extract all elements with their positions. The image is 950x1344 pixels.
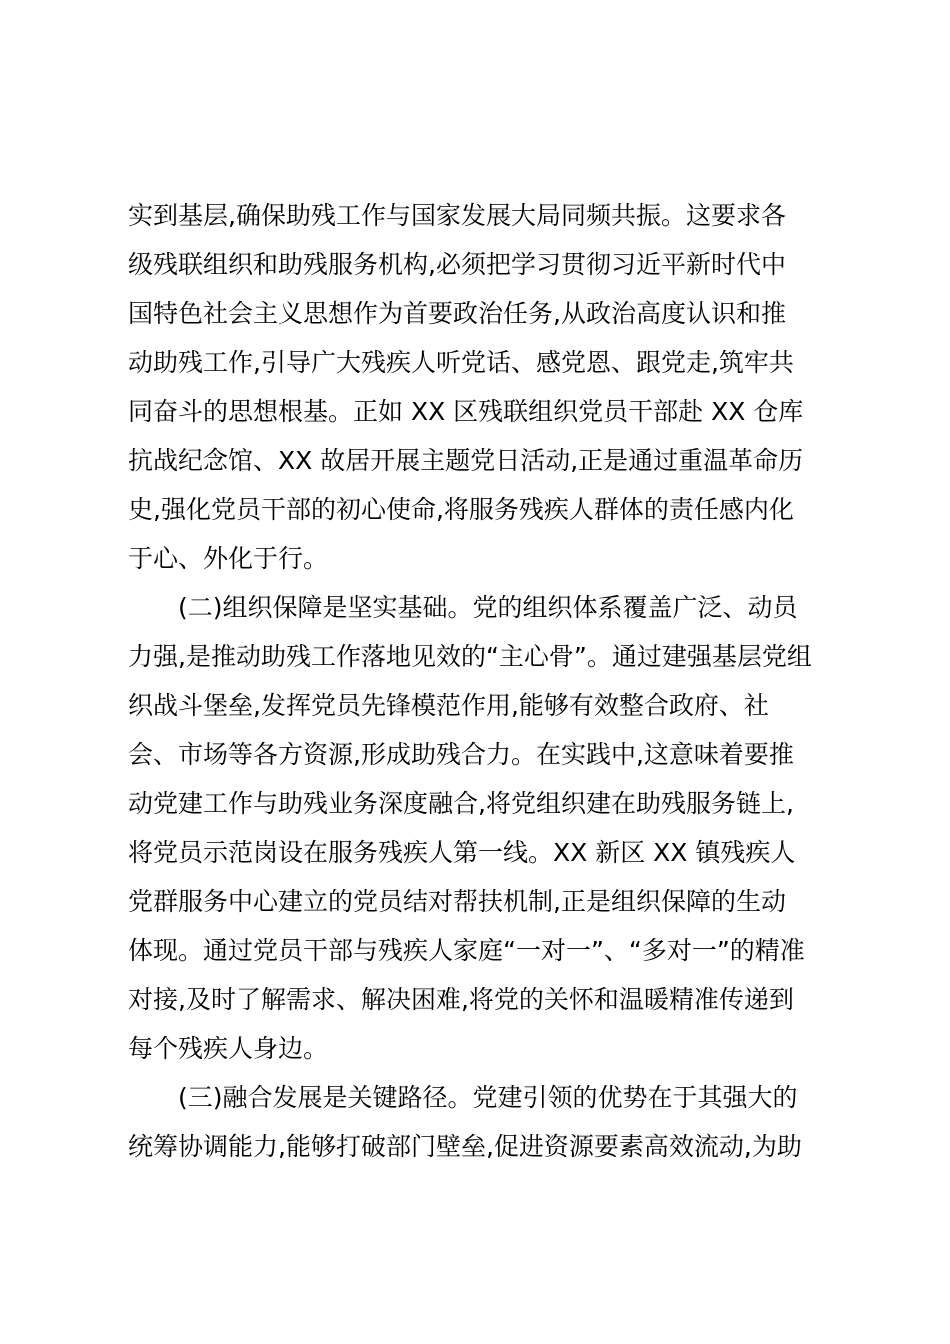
text-line: 抗战纪念馆、XX 故居开展主题党日活动,正是通过重温革命历 bbox=[128, 446, 804, 475]
text-line: 统筹协调能力,能够打破部门壁垒,促进资源要素高效流动,为助 bbox=[128, 1132, 802, 1161]
text-line: 体现。通过党员干部与残疾人家庭“一对一”、“多对一”的精准 bbox=[128, 936, 805, 965]
text-line: 党群服务中心建立的党员结对帮扶机制,正是组织保障的生动 bbox=[128, 887, 786, 916]
text-line: 同奋斗的思想根基。正如 XX 区残联组织党员干部赴 XX 仓库 bbox=[128, 397, 804, 426]
text-line: 实到基层,确保助残工作与国家发展大局同频共振。这要求各 bbox=[128, 201, 786, 230]
text-line: 对接,及时了解需求、解决困难,将党的关怀和温暖精准传递到 bbox=[128, 985, 794, 1014]
section-heading-line: (三)融合发展是关键路径。党建引领的优势在于其强大的 bbox=[178, 1083, 798, 1112]
text-line: 会、市场等各方资源,形成助残合力。在实践中,这意味着要推 bbox=[128, 740, 794, 769]
text-line: 史,强化党员干部的初心使命,将服务残疾人群体的责任感内化 bbox=[128, 495, 794, 524]
text-line: 将党员示范岗设在服务残疾人第一线。XX 新区 XX 镇残疾人 bbox=[128, 838, 796, 867]
text-line: 力强,是推动助残工作落地见效的“主心骨”。通过建强基层党组 bbox=[128, 642, 812, 671]
text-line: 于心、外化于行。 bbox=[128, 544, 329, 573]
text-line: 动党建工作与助残业务深度融合,将党组织建在助残服务链上, bbox=[128, 789, 794, 818]
text-line: 每个残疾人身边。 bbox=[128, 1034, 329, 1063]
text-line: 级残联组织和助残服务机构,必须把学习贯彻习近平新时代中 bbox=[128, 250, 786, 279]
text-line: 织战斗堡垒,发挥党员先锋模范作用,能够有效整合政府、社 bbox=[128, 691, 769, 720]
text-line: 国特色社会主义思想作为首要政治任务,从政治高度认识和推 bbox=[128, 299, 786, 328]
text-line: 动助残工作,引导广大残疾人听党话、感党恩、跟党走,筑牢共 bbox=[128, 348, 794, 377]
section-heading-line: (二)组织保障是坚实基础。党的组织体系覆盖广泛、动员 bbox=[178, 593, 798, 622]
